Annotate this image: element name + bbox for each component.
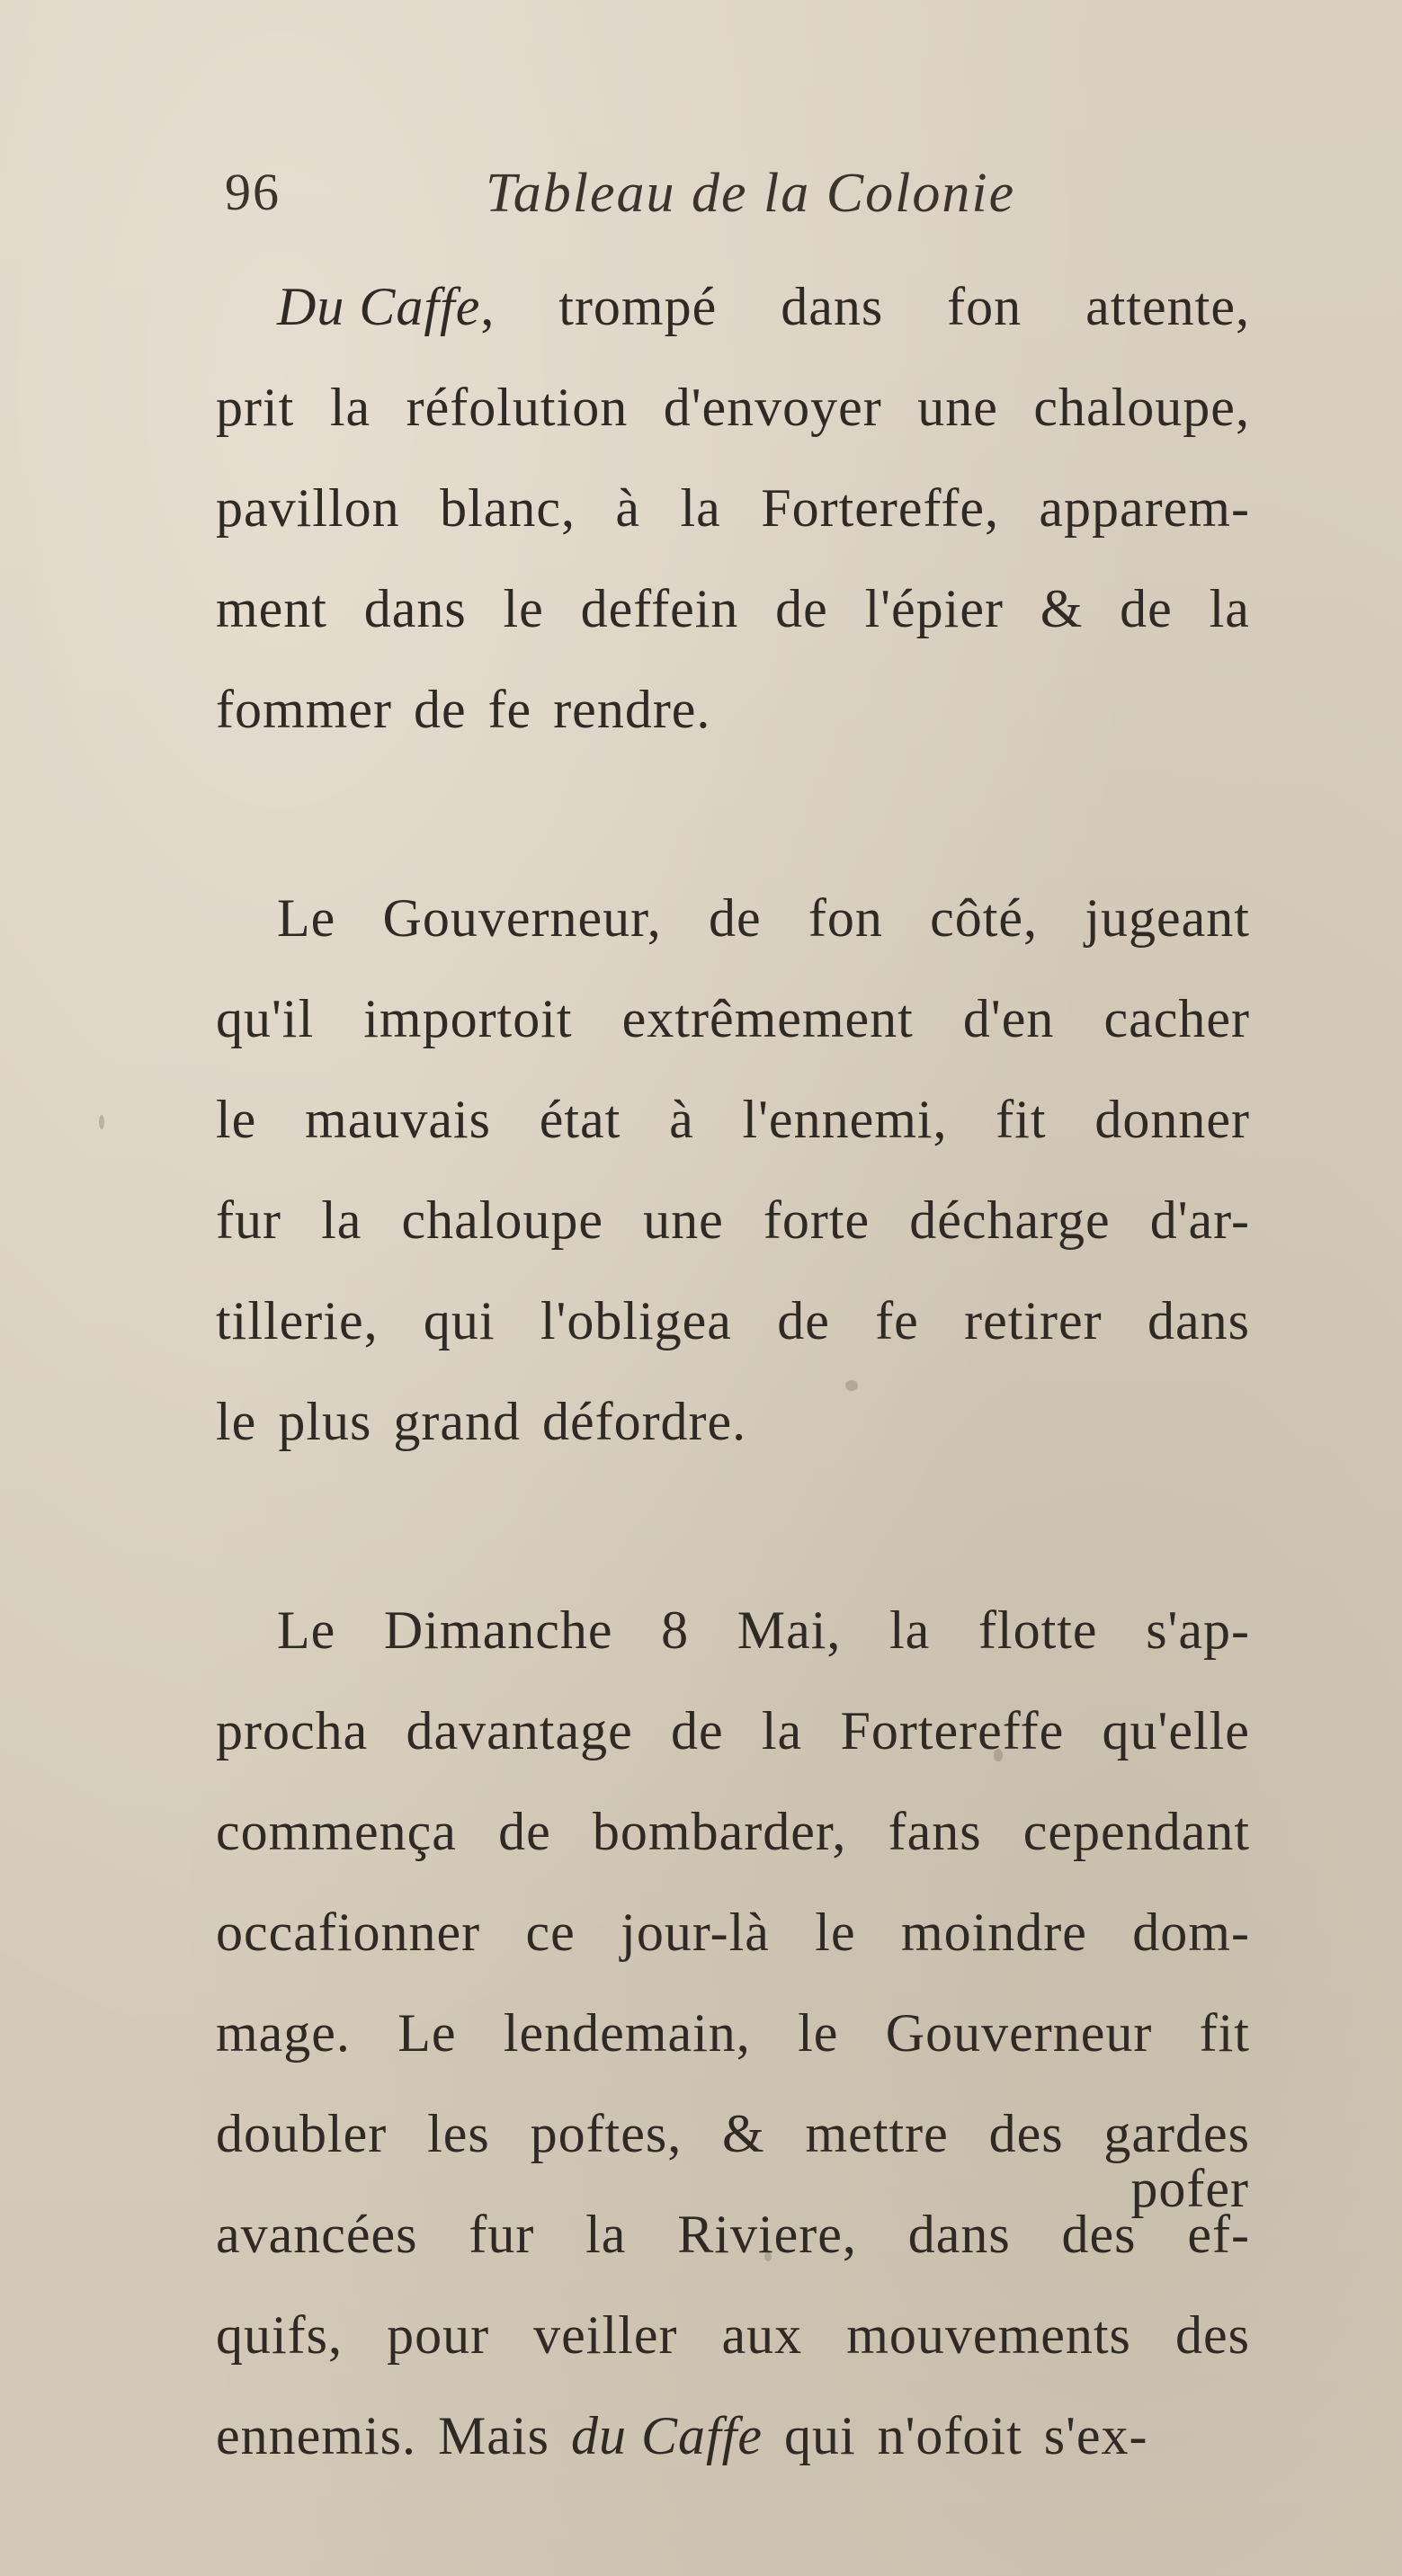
text-line (216, 2285, 1250, 2385)
word: apparem- (1039, 478, 1250, 538)
word: fon (808, 888, 883, 948)
word: chaloupe (401, 1190, 604, 1250)
word: l'ennemi, (742, 1090, 948, 1149)
word: jour-là (621, 1903, 770, 1962)
paper-speck (845, 1380, 858, 1391)
word: fe (487, 680, 532, 739)
word: défordre. (541, 1392, 747, 1451)
word: à (615, 478, 641, 538)
word: Gouverneur, (382, 888, 662, 948)
word: la (1209, 579, 1250, 638)
word: fommer (216, 680, 392, 739)
word: la (329, 378, 371, 437)
word: avancées (216, 2205, 418, 2264)
word: le (503, 579, 544, 638)
word: mouvements (846, 2305, 1131, 2365)
word: de (1120, 579, 1173, 638)
word: Le (397, 2003, 457, 2063)
word: quifs, (216, 2305, 343, 2365)
word: poftes, (530, 2104, 683, 2163)
text-line (216, 1983, 1250, 2083)
word: bombarder, (592, 1802, 847, 1861)
text-line (216, 1371, 1250, 1472)
word: des (988, 2104, 1064, 2163)
running-title: Tableau de la Colonie (486, 163, 1016, 224)
word: la (889, 1600, 931, 1660)
catchword: pofer (1130, 2159, 1249, 2218)
word: Fortereffe (840, 1701, 1065, 1760)
word: l'épier (864, 579, 1004, 638)
word: s'ap- (1146, 1600, 1250, 1660)
word: une (917, 378, 998, 437)
text-line (216, 1781, 1250, 1882)
word: de (775, 579, 828, 638)
word: état (539, 1090, 621, 1149)
word: deffein (580, 579, 739, 638)
word: 8 (661, 1600, 690, 1660)
word: attente, (1085, 277, 1250, 336)
word: de (708, 888, 762, 948)
word: donner (1094, 1090, 1250, 1149)
word: veiller (533, 2305, 678, 2365)
word: s'ex- (1043, 2406, 1148, 2465)
word: mauvais (305, 1090, 491, 1149)
word: forte (763, 1190, 871, 1250)
word: ennemis. (216, 2406, 416, 2465)
text-line (216, 1270, 1250, 1371)
word: Gouverneur (885, 2003, 1153, 2063)
word: à (669, 1090, 694, 1149)
word: rendre. (553, 680, 711, 739)
word: retirer (964, 1291, 1103, 1350)
word: pour (387, 2305, 490, 2365)
word: fur (216, 1190, 281, 1250)
word: chaloupe, (1033, 378, 1250, 437)
word: dom- (1132, 1903, 1250, 1962)
word: importoit (363, 989, 573, 1048)
word: procha (216, 1701, 369, 1760)
word: la (680, 478, 721, 538)
body-text (216, 256, 1250, 2486)
paragraph-gap (216, 1472, 1250, 1580)
word: qu'elle (1102, 1701, 1250, 1760)
text-line (216, 1069, 1250, 1170)
word: Du Caffe, (277, 277, 496, 336)
word: Mais (437, 2406, 549, 2465)
text-line (216, 968, 1250, 1069)
word: côté, (930, 888, 1039, 948)
word: dans (781, 277, 884, 336)
word: plus (278, 1392, 372, 1451)
word: commença (216, 1802, 457, 1861)
word: Le (277, 1600, 336, 1660)
word: trompé (558, 277, 718, 336)
word: pavillon (216, 478, 400, 538)
word: le (798, 2003, 839, 2063)
text-line (216, 2184, 1250, 2285)
word: fans (888, 1802, 982, 1861)
text-line (216, 1680, 1250, 1781)
word: prit (216, 378, 295, 437)
word: fon (947, 277, 1022, 336)
page-number: 96 (225, 163, 281, 221)
word: dans (1147, 1291, 1250, 1350)
text-line (216, 256, 1250, 357)
text-line (216, 1882, 1250, 1983)
word: fit (1199, 2003, 1250, 2063)
word: les (427, 2104, 490, 2163)
word: le (216, 1392, 257, 1451)
word: mage. (216, 2003, 351, 2063)
word: d'envoyer (663, 378, 882, 437)
word: fit (996, 1090, 1047, 1149)
word: lendemain, (503, 2003, 751, 2063)
word: fe (875, 1291, 919, 1350)
word: Fortereffe, (761, 478, 999, 538)
word: qui (423, 1291, 496, 1350)
paragraph-gap (216, 760, 1250, 868)
word: Le (277, 888, 336, 948)
text-line (216, 558, 1250, 659)
word: du Caffe (570, 2406, 763, 2465)
word: blanc, (440, 478, 576, 538)
word: moindre (900, 1903, 1087, 1962)
word: une (643, 1190, 724, 1250)
word: extrêmement (621, 989, 914, 1048)
word: des (1174, 2305, 1250, 2365)
word: de (670, 1701, 724, 1760)
word: & (1040, 579, 1084, 638)
word: occafionner (216, 1903, 481, 1962)
word: dans (907, 2205, 1011, 2264)
word: gardes (1103, 2104, 1250, 2163)
paper-speck (99, 1115, 104, 1129)
word: grand (393, 1392, 521, 1451)
word: qu'il (216, 989, 315, 1048)
word: doubler (216, 2104, 388, 2163)
text-line (216, 2385, 1250, 2486)
word: Dimanche (383, 1600, 613, 1660)
word: ment (216, 579, 327, 638)
word: ce (525, 1903, 576, 1962)
word: & (722, 2104, 765, 2163)
word: aux (721, 2305, 803, 2365)
word: dans (363, 579, 467, 638)
word: Mai, (737, 1600, 842, 1660)
word: d'en (962, 989, 1055, 1048)
word: d'ar- (1149, 1190, 1250, 1250)
running-head (225, 162, 1250, 243)
text-line (216, 357, 1250, 458)
text-line (216, 1170, 1250, 1270)
word: cependant (1022, 1802, 1250, 1861)
word: de (777, 1291, 830, 1350)
word: la (761, 1701, 803, 1760)
word: le (815, 1903, 856, 1962)
word: jugeant (1085, 888, 1250, 948)
word: n'ofoit (877, 2406, 1022, 2465)
word: tillerie, (216, 1291, 379, 1350)
text-line (216, 868, 1250, 968)
word: davantage (406, 1701, 633, 1760)
word: ef- (1187, 2205, 1250, 2264)
word: la (321, 1190, 362, 1250)
text-line (216, 659, 1250, 760)
word: réfolution (406, 378, 629, 437)
word: de (498, 1802, 551, 1861)
paper-speck (994, 1749, 1003, 1761)
word: l'obligea (540, 1291, 732, 1350)
paper-speck (764, 2252, 772, 2261)
word: décharge (909, 1190, 1111, 1250)
word: des (1061, 2205, 1137, 2264)
text-line (216, 2083, 1250, 2184)
text-line (216, 458, 1250, 558)
word: le (216, 1090, 257, 1149)
text-line (216, 1580, 1250, 1680)
word: la (585, 2205, 627, 2264)
word: Riviere, (677, 2205, 857, 2264)
word: de (413, 680, 467, 739)
word: mettre (805, 2104, 949, 2163)
word: flotte (978, 1600, 1098, 1660)
word: fur (469, 2205, 535, 2264)
word: qui (783, 2406, 856, 2465)
word: cacher (1103, 989, 1250, 1048)
